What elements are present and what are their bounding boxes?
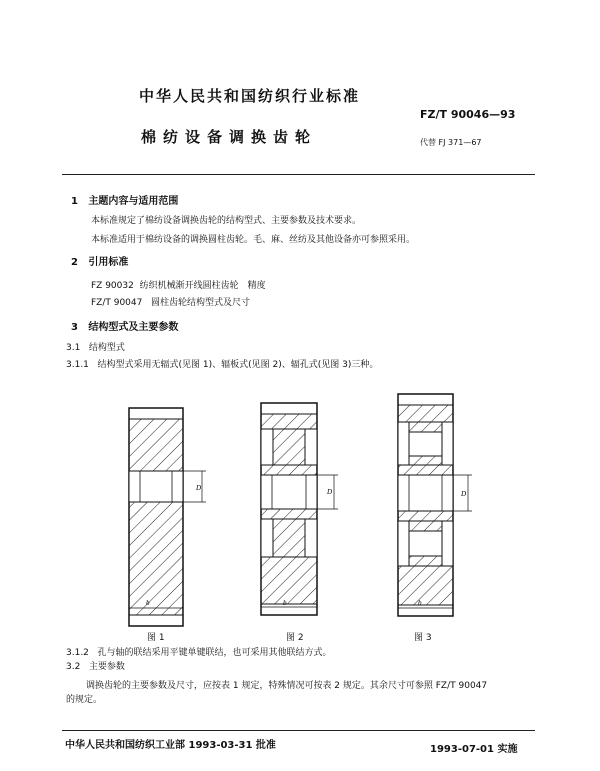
clause-3-1-2-text: 孔与轴的联结采用平键单键联结，也可采用其他联结方式。 (97, 648, 332, 658)
figure-3-drawing (398, 394, 472, 616)
section-1-paragraph-1: 本标准规定了棉纺设备调换齿轮的结构型式、主要参数及技术要求。 (91, 216, 362, 226)
clause-3-1-2-number: 3.1.2 (66, 648, 89, 658)
section-3-title: 结构型式及主要参数 (88, 322, 179, 333)
standard-number: FZ/T 90046—93 (420, 108, 516, 121)
section-2-title: 引用标准 (88, 257, 129, 268)
subsection-3-2-title: 主要参数 (88, 662, 125, 672)
figure-1-dim-b: b (146, 599, 150, 607)
section-3-number: 3 (71, 322, 78, 333)
figure-3-caption: 图 3 (414, 633, 432, 643)
reference-name: 圆柱齿轮结构型式及尺寸 (150, 298, 250, 308)
figure-2-dim-b: b (283, 599, 287, 607)
figure-3-dim-b: b (418, 599, 422, 607)
section-2-number: 2 (71, 257, 78, 268)
clause-3-1-1-number: 3.1.1 (66, 360, 89, 370)
reference-name: 纺织机械渐开线圆柱齿轮 精度 (139, 281, 266, 291)
footer-divider (62, 730, 535, 731)
section-1-title: 主题内容与适用范围 (88, 196, 179, 207)
clause-3-1-2 (66, 645, 332, 658)
figure-1-caption: 图 1 (147, 633, 165, 643)
reference-code: FZ/T 90047 (91, 298, 143, 308)
reference-code: FZ 90032 (91, 281, 134, 291)
section-1-paragraph-2: 本标准适用于棉纺设备的调换圆柱齿轮。毛、麻、丝纺及其他设备亦可参照采用。 (91, 235, 416, 245)
figure-2-dim-D: D (327, 488, 333, 496)
effective-date: 1993-07-01 实施 (430, 744, 518, 755)
figure-2-caption: 图 2 (286, 633, 304, 643)
subsection-3-2-heading (66, 659, 125, 672)
figure-3-dim-D: D (461, 490, 467, 498)
subsection-3-2-number: 3.2 (66, 662, 81, 672)
document-title: 棉纺设备调换齿轮 (141, 128, 318, 146)
figure-1-drawing (129, 408, 206, 626)
subsection-3-2-paragraph-cont: 的规定。 (66, 695, 103, 705)
approval-note: 中华人民共和国纺织工业部 1993-03-31 批准 (65, 740, 276, 751)
replaces-note: 代替 FJ 371—67 (420, 138, 482, 147)
document-category: 中华人民共和国纺织行业标准 (139, 87, 361, 105)
figure-2-drawing (261, 403, 338, 615)
figure-1-dim-D: D (196, 484, 202, 492)
section-1-number: 1 (71, 196, 78, 207)
subsection-3-2-paragraph: 调换齿轮的主要参数及尺寸，应按表 1 规定，特殊情况可按表 2 规定。其余尺寸可参照 FZ/T 90047 (86, 681, 488, 691)
subsection-3-1-title: 结构型式 (88, 343, 125, 353)
clause-3-1-1-text: 结构型式采用无辐式(见图 1)、辐板式(见图 2)、辐孔式(见图 3)三种。 (97, 360, 379, 370)
subsection-3-1-number: 3.1 (66, 343, 81, 353)
